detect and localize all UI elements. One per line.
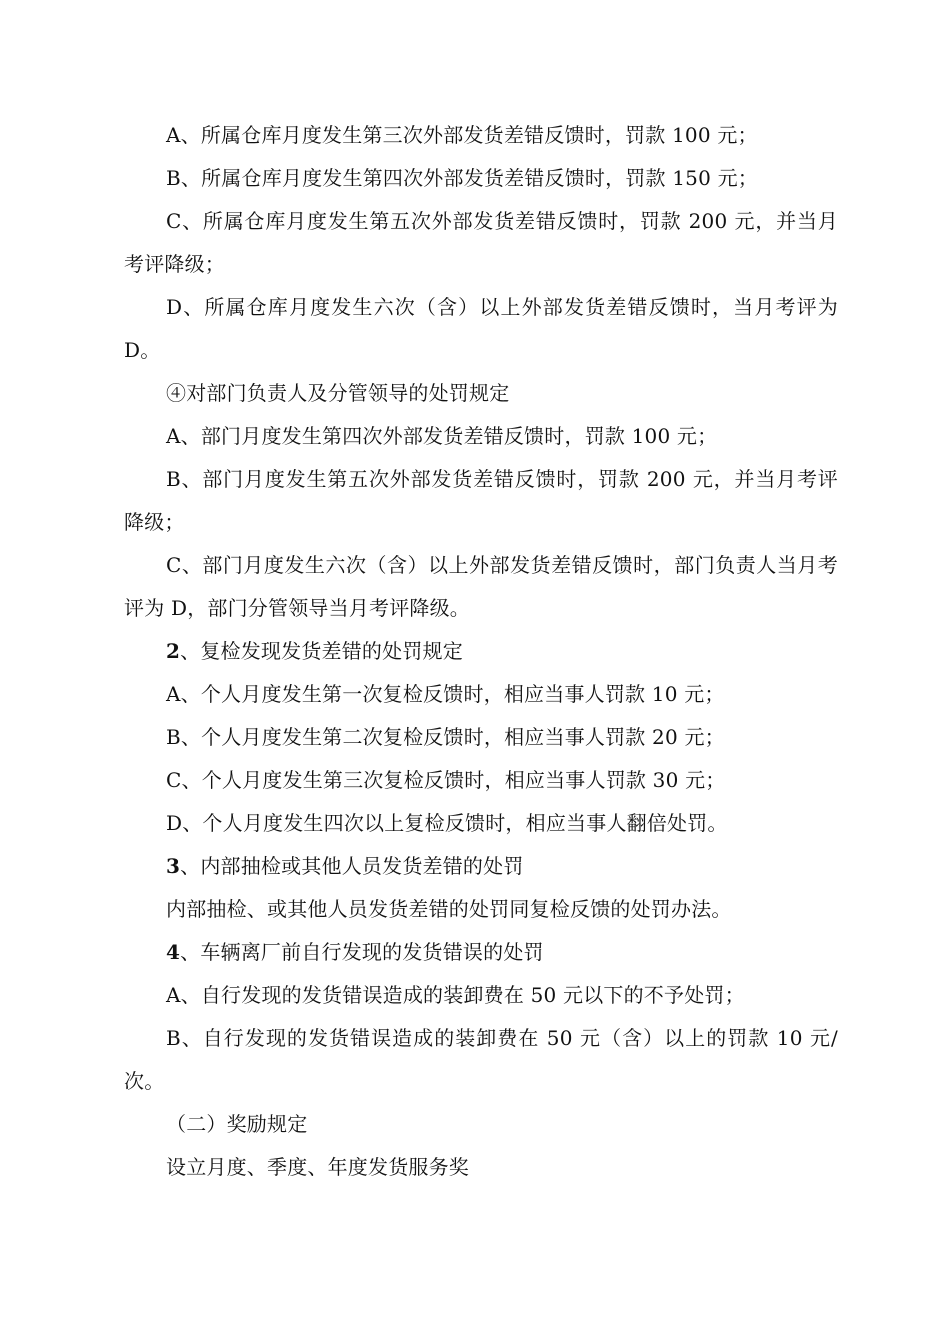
paragraph: A、自行发现的发货错误造成的装卸费在 50 元以下的不予处罚；: [166, 983, 745, 1007]
paragraph: A、部门月度发生第四次外部发货差错反馈时，罚款 100 元；: [166, 424, 718, 448]
document-body: [124, 114, 838, 1189]
section-heading: ④对部门负责人及分管领导的处罚规定: [166, 381, 510, 405]
paragraph: C、个人月度发生第三次复检反馈时，相应当事人罚款 30 元；: [166, 768, 726, 792]
paragraph: 内部抽检、或其他人员发货差错的处罚同复检反馈的处罚办法。: [166, 897, 732, 921]
section-heading: （二）奖励规定: [166, 1112, 308, 1136]
section-heading: 2、复检发现发货差错的处罚规定: [166, 639, 463, 663]
section-number: 2: [166, 639, 181, 663]
paragraph: B、部门月度发生第五次外部发货差错反馈时，罚款 200 元，并当月考评降级；: [124, 467, 838, 534]
paragraph: B、所属仓库月度发生第四次外部发货差错反馈时，罚款 150 元；: [166, 166, 758, 190]
section-number: 3: [166, 854, 181, 878]
section-heading: 4、车辆离厂前自行发现的发货错误的处罚: [166, 940, 544, 964]
section-heading: 3、内部抽检或其他人员发货差错的处罚: [166, 854, 524, 878]
paragraph: A、所属仓库月度发生第三次外部发货差错反馈时，罚款 100 元；: [166, 123, 758, 147]
paragraph: B、个人月度发生第二次复检反馈时，相应当事人罚款 20 元；: [166, 725, 725, 749]
paragraph: C、所属仓库月度发生第五次外部发货差错反馈时，罚款 200 元，并当月考评降级；: [124, 209, 838, 276]
paragraph: D、个人月度发生四次以上复检反馈时，相应当事人翻倍处罚。: [166, 811, 728, 835]
paragraph: C、部门月度发生六次（含）以上外部发货差错反馈时，部门负责人当月考评为 D，部门分管领导当月考评降级。: [124, 553, 838, 620]
section-number: 4: [166, 940, 181, 964]
paragraph: B、自行发现的发货错误造成的装卸费在 50 元（含）以上的罚款 10 元/次。: [124, 1026, 838, 1093]
paragraph: 设立月度、季度、年度发货服务奖: [166, 1155, 469, 1179]
paragraph: D、所属仓库月度发生六次（含）以上外部发货差错反馈时，当月考评为 D。: [124, 295, 838, 362]
paragraph: A、个人月度发生第一次复检反馈时，相应当事人罚款 10 元；: [166, 682, 725, 706]
